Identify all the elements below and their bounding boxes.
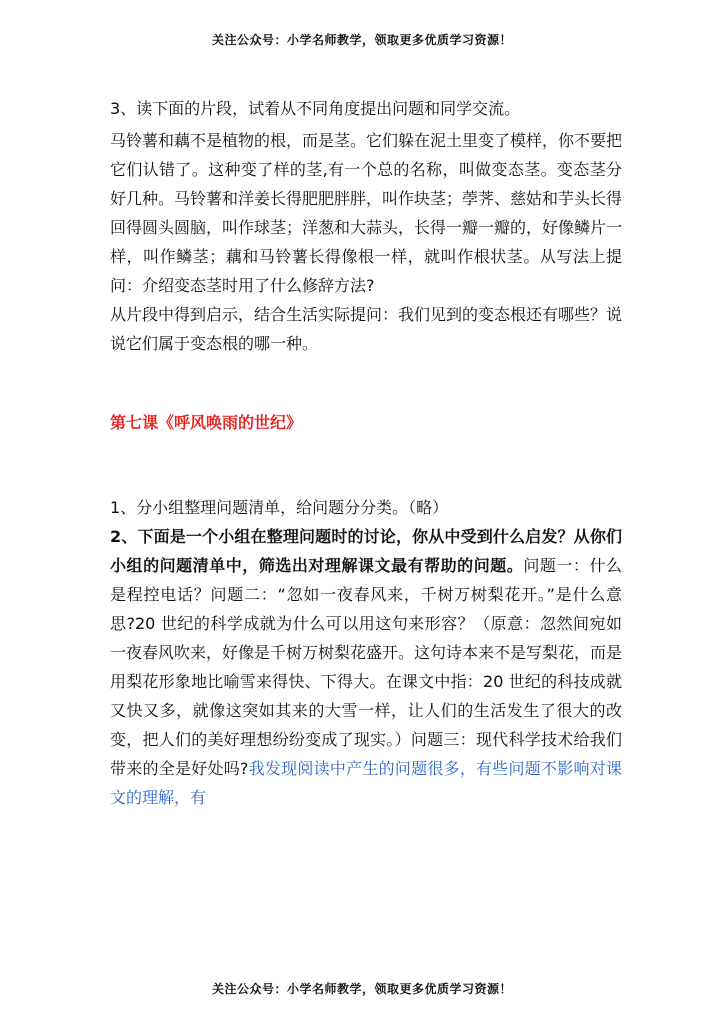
followup-question: 从片段中得到启示，结合生活实际提问：我们见到的变态根还有哪些？说说它们属于变态根的哪一种。 bbox=[110, 305, 623, 353]
item-2-insight: 我发现阅读中产生的问题很多，有些问题不影响对课文的理解，有 bbox=[110, 759, 622, 807]
item-2 bbox=[110, 522, 622, 812]
page-footer: 关注公众号：小学名师教学，领取更多优质学习资源！ bbox=[211, 982, 512, 996]
document-body bbox=[110, 94, 622, 812]
passage-text: 马铃薯和藕不是植物的根，而是茎。它们躲在泥土里变了模样，你不要把它们认错了。这种变了样的茎,有一个总的名称，叫做变态茎。变态茎分好几种。马铃薯和洋姜长得肥肥胖胖，叫作块茎；荸荠、慈姑和芋头长得回得圆头圆脑，叫作球茎；洋葱和大蒜头，长得一瓣一瓣的，好像鳞片一样，叫作鳞茎；藕和马铃薯长得像根一样，就叫作根状茎。从写法上提问：介绍变态茎时用了什么修辞方法? bbox=[110, 131, 623, 295]
item-2-prompt: 2、下面是一个小组在整理问题时的讨论，你从中受到什么启发？从你们小组的问题清单中，筛选出对理解课文最有帮助的问题。 bbox=[110, 527, 622, 575]
item-1: 1、分小组整理问题清单，给问题分分类。（略） bbox=[110, 498, 449, 517]
question-3: 3、读下面的片段，试着从不同角度提出问题和同学交流。 bbox=[110, 99, 521, 118]
page-header: 关注公众号：小学名师教学，领取更多优质学习资源！ bbox=[211, 33, 512, 47]
lesson-title: 第七课《呼风唤雨的世纪》 bbox=[110, 413, 303, 432]
item-2-questions: 问题一：什么是程控电话？问题二：“忽如一夜春风来，千树万树梨花开。”是什么意思?20 世纪的科学成就为什么可以用这句来形容？（原意：忽然间宛如一夜春风吹来，好像是千树万树梨花盛开。这句诗本来不是写梨花，而是用梨花形象地比喻雪来得快、下得大。在课文中指：20 世纪的科技成就又快又多，就像这突如其来的大雪一样，让人们的生活发生了很大的改变，把人们的美好理想纷纷变成了现实。）问题三：现代科学技术给我们带来的全是好处吗? bbox=[110, 556, 623, 778]
